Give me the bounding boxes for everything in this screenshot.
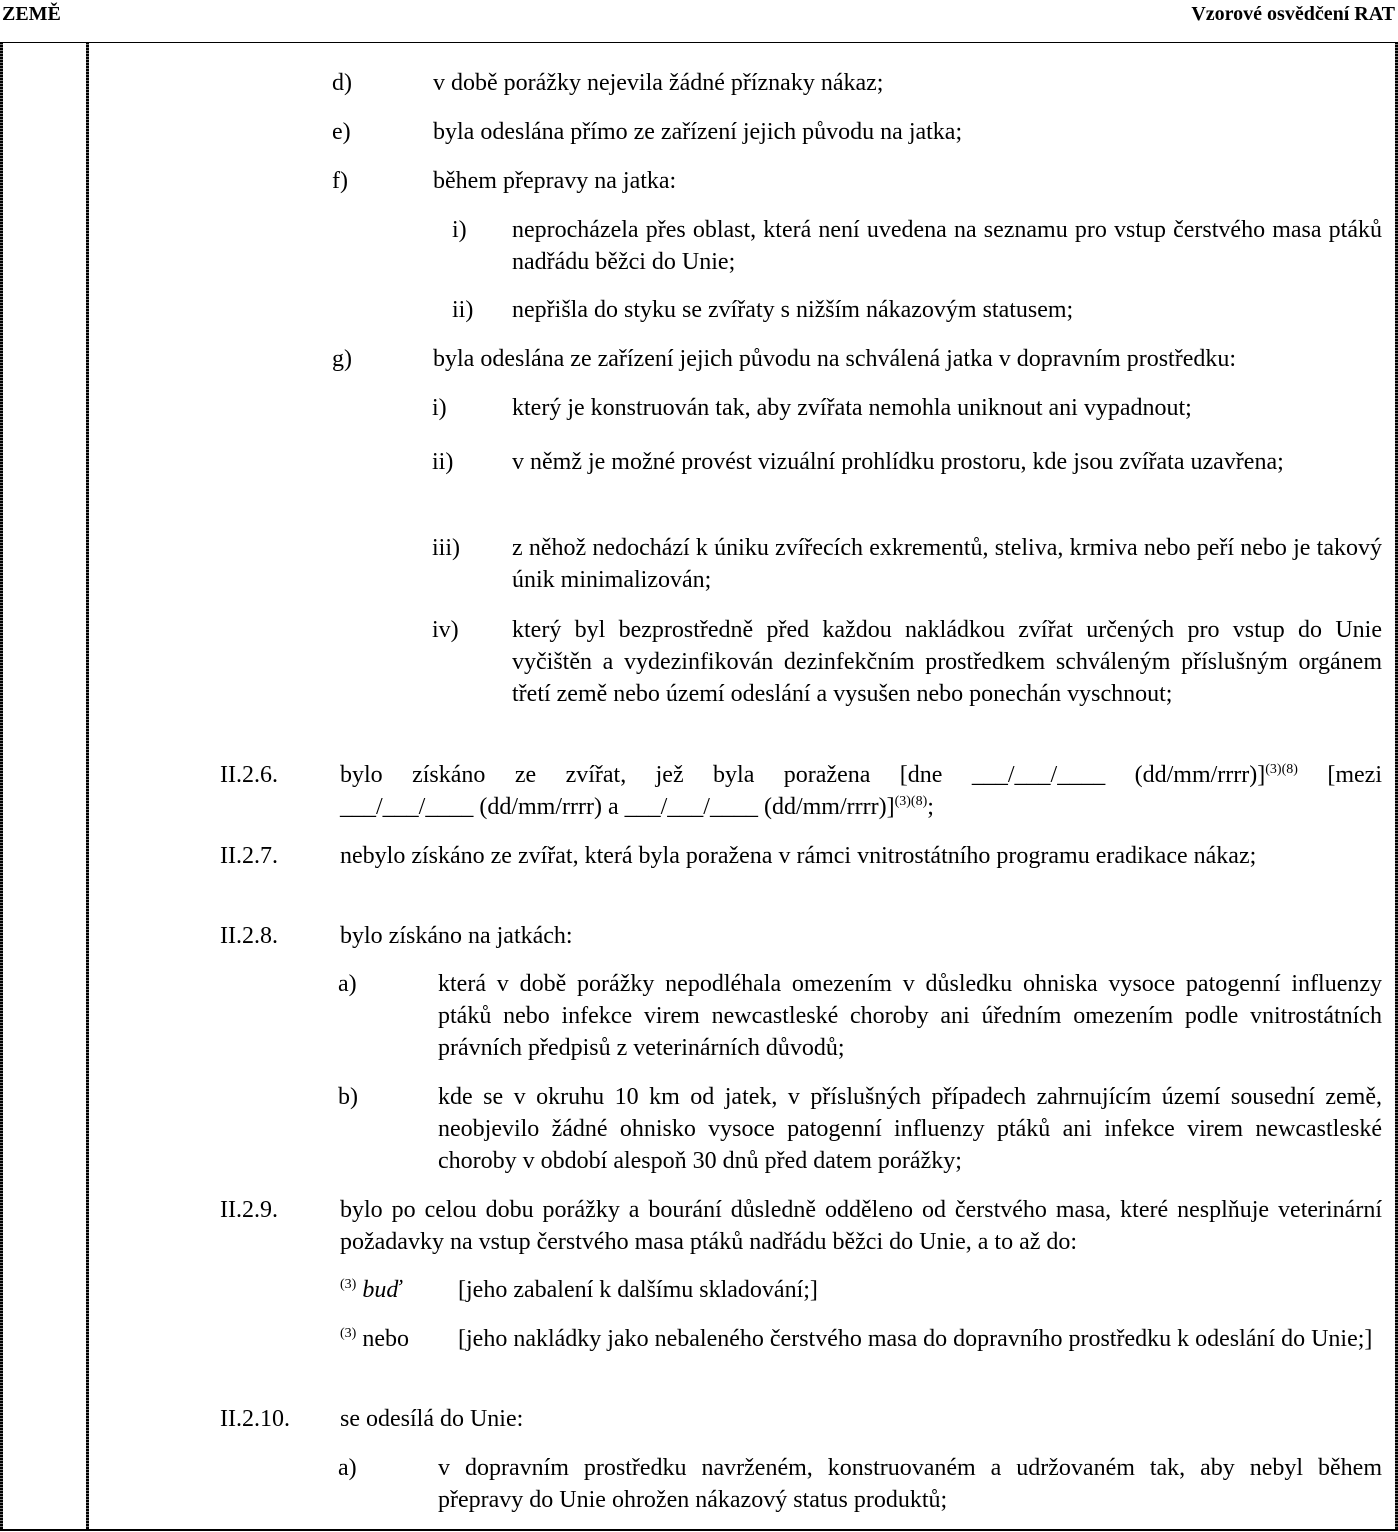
- section-2-10-text: se odesílá do Unie:: [340, 1406, 524, 1432]
- section-2-8-a-text: která v době porážky nepodléhala omezením v důsledku ohniska vysoce patogenní influenzy ptáků nebo infekce virem newcastleské choroby ani úředním omezením podle vnitrostátních právních předpisů z veterinárních důvodů;: [438, 971, 1382, 1061]
- item-g-ii-text: v němž je možné provést vizuální prohlídku prostoru, kde jsou zvířata uzavřena;: [512, 449, 1284, 475]
- item-g-ii-label: ii): [432, 449, 454, 475]
- item-g-label: g): [332, 346, 352, 372]
- section-2-9-option-or-text: [jeho nakládky jako nebaleného čerstvého masa do dopravního prostředku k odeslání do Unie;]: [458, 1326, 1373, 1352]
- item-f-ii-label: ii): [452, 297, 474, 323]
- item-d-text: v době porážky nejevila žádné příznaky nákaz;: [433, 70, 884, 96]
- header-certificate-title: Vzorové osvědčení RAT: [1191, 3, 1395, 25]
- left-column-edge: [0, 42, 3, 1531]
- section-2-9-option-either: $^{(3)}$ buď: [340, 1277, 401, 1303]
- item-f-label: f): [332, 168, 348, 194]
- item-g-iv-label: iv): [432, 617, 459, 643]
- item-f-ii-text: nepřišla do styku se zvířaty s nižším nákazovým statusem;: [512, 297, 1074, 323]
- item-f-i-text: neprocházela přes oblast, která není uvedena na seznamu pro vstup čerstvého masa ptáků nadřádu běžci do Unie;: [512, 217, 1382, 275]
- section-2-8-b-label: b): [338, 1084, 358, 1110]
- section-2-6-line1: bylo získáno ze zvířat, jež byla poražena [dne ___/___/____ (dd/mm/rrrr)]$^{(3)(8)}$ [mezi: [340, 762, 1382, 788]
- frame-bottom-border: [0, 1529, 1398, 1531]
- section-2-6-line2: ___/___/____ (dd/mm/rrrr) a ___/___/____ (dd/mm/rrrr)]$^{(3)(8)}$;: [340, 794, 934, 820]
- section-2-6-number: II.2.6.: [220, 762, 278, 788]
- item-g-i-label: i): [432, 395, 447, 421]
- item-d-label: d): [332, 70, 352, 96]
- section-2-9-option-either-text: [jeho zabalení k dalšímu skladování;]: [458, 1277, 818, 1303]
- item-g-i-text: který je konstruován tak, aby zvířata nemohla uniknout ani vypadnout;: [512, 395, 1192, 421]
- section-2-8-b-text: kde se v okruhu 10 km od jatek, v příslušných případech zahrnujícím území sousední země, neobjevilo žádné ohnisko vysoce patogenní influenzy ptáků ani infekce virem newcastleské choroby v období alespoň 30 dnů před datem porážky;: [438, 1084, 1382, 1174]
- header-country: ZEMĚ: [2, 3, 61, 25]
- item-e-text: byla odeslána přímo ze zařízení jejich původu na jatka;: [433, 119, 963, 145]
- section-2-10-a-text: v dopravním prostředku navrženém, konstruovaném a udržovaném tak, aby nebyl během přepravy do Unie ohrožen nákazový status produktů;: [438, 1455, 1382, 1513]
- item-g-iii-label: iii): [432, 535, 460, 561]
- item-g-iv-text: který byl bezprostředně před každou nakládkou zvířat určených pro vstup do Unie vyčištěn a vydezinfikován dezinfekčním prostředkem schváleným příslušným orgánem třetí země nebo území odeslání a vysušen nebo ponechán vyschnout;: [512, 617, 1382, 707]
- item-g-iii-text: z něhož nedochází k úniku zvířecích exkrementů, steliva, krmiva nebo peří nebo je takový únik minimalizován;: [512, 535, 1382, 593]
- section-2-7-text: nebylo získáno ze zvířat, která byla poražena v rámci vnitrostátního programu eradikace nákaz;: [340, 843, 1257, 869]
- column-divider: [86, 42, 89, 1531]
- section-2-10-number: II.2.10.: [220, 1406, 290, 1432]
- section-2-9-number: II.2.9.: [220, 1197, 278, 1223]
- item-f-text: během přepravy na jatka:: [433, 168, 677, 194]
- section-2-8-a-label: a): [338, 971, 357, 997]
- item-g-text: byla odeslána ze zařízení jejich původu na schválená jatka v dopravním prostředku:: [433, 346, 1237, 372]
- section-2-9-text: bylo po celou dobu porážky a bourání důsledně odděleno od čerstvého masa, které nesplňuje veterinární požadavky na vstup čerstvého masa ptáků nadřádu běžci do Unie, a to až do:: [340, 1197, 1382, 1255]
- section-2-8-number: II.2.8.: [220, 923, 278, 949]
- section-2-9-option-or: $^{(3)}$ nebo: [340, 1326, 409, 1352]
- section-2-7-number: II.2.7.: [220, 843, 278, 869]
- section-2-10-a-label: a): [338, 1455, 357, 1481]
- item-f-i-label: i): [452, 217, 467, 243]
- section-2-8-text: bylo získáno na jatkách:: [340, 923, 573, 949]
- item-e-label: e): [332, 119, 351, 145]
